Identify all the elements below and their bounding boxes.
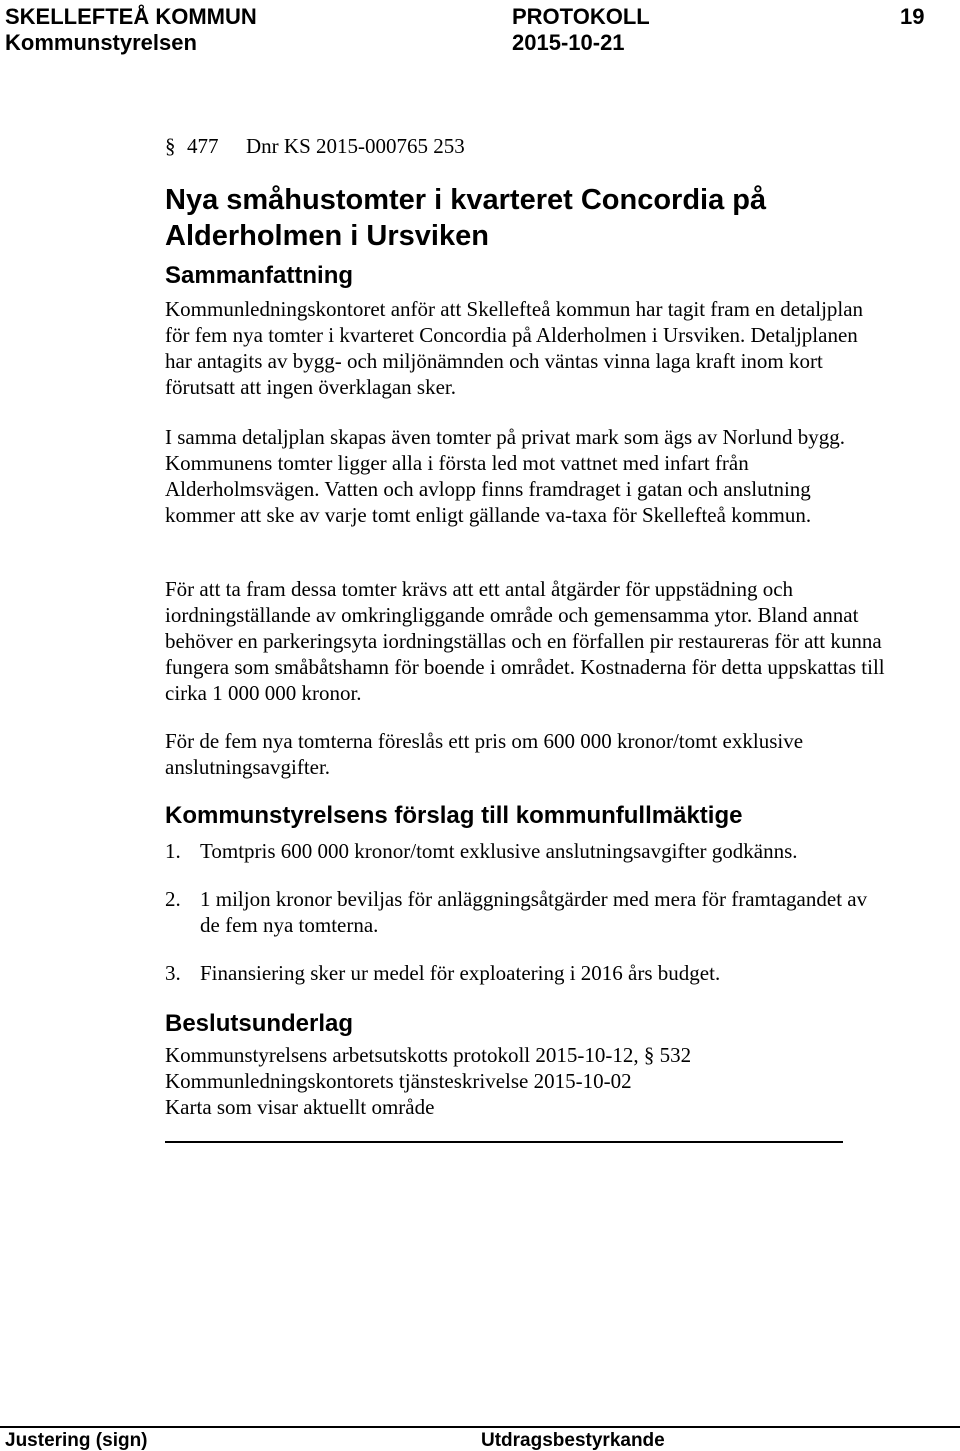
document-date: 2015-10-21 xyxy=(512,30,625,55)
proposal-list xyxy=(165,838,885,986)
basis-line: Kommunstyrelsens arbetsutskotts protokoll 2015-10-12, § 532 xyxy=(165,1043,692,1067)
proposal-item-number: 2. xyxy=(165,887,181,911)
summary-paragraph: För att ta fram dessa tomter krävs att ett antal åtgärder för uppstädning och iordningställande av omkringliggande område och gemensamma ytor. Bland annat behöver en parkeringsyta iordningställas och en förfallen pir restaureras för att kunna fungera som småbåtshamn för boende i området. Kostnaderna för detta uppskattas till cirka 1 000 000 kronor. xyxy=(165,577,885,705)
proposal-item-text: 1 miljon kronor beviljas för anläggningsåtgärder med mera för framtagandet av de fem nya tomterna. xyxy=(200,887,868,937)
section-divider xyxy=(165,1141,843,1143)
proposal-item-text: Finansiering sker ur medel för exploatering i 2016 års budget. xyxy=(200,961,721,985)
utdragsbestyrkande-label: Utdragsbestyrkande xyxy=(481,1430,665,1451)
basis-list xyxy=(165,1042,885,1120)
proposal-heading: Kommunstyrelsens förslag till kommunfullmäktige xyxy=(165,802,743,829)
page-number: 19 xyxy=(900,4,925,29)
document-type: PROTOKOLL xyxy=(512,4,650,29)
proposal-item xyxy=(165,886,885,938)
basis-line: Karta som visar aktuellt område xyxy=(165,1095,435,1119)
case-number: 477 xyxy=(187,134,219,158)
summary-heading: Sammanfattning xyxy=(165,262,354,289)
paragraph-symbol: § xyxy=(165,134,176,158)
summary-paragraph: Kommunledningskontoret anför att Skellefteå kommun har tagit fram en detaljplan för fem nya tomter i kvarteret Concordia på Alderholmen i Ursviken. Detaljplanen har antagits av bygg- och miljönämnden och väntas vinna laga kraft inom kort förutsatt att ingen överklagan sker. xyxy=(165,297,864,399)
proposal-item xyxy=(165,838,885,864)
proposal-item-number: 1. xyxy=(165,839,181,863)
case-dnr: Dnr KS 2015-000765 253 xyxy=(246,134,465,158)
footer-divider xyxy=(0,1426,960,1428)
organization-name: SKELLEFTEÅ KOMMUN xyxy=(5,4,257,29)
body-name: Kommunstyrelsen xyxy=(5,30,197,55)
justering-label: Justering (sign) xyxy=(5,1430,148,1451)
summary-paragraph: I samma detaljplan skapas även tomter på privat mark som ägs av Norlund bygg. Kommunens tomter ligger alla i första led mot vattnet med infart från Alderholmsvägen. Vatten och avlopp finns framdraget i gatan och anslutning kommer att ske av varje tomt enligt gällande va-taxa för Skellefteå kommun. xyxy=(165,425,845,527)
case-line xyxy=(165,132,465,160)
basis-line: Kommunledningskontorets tjänsteskrivelse 2015-10-02 xyxy=(165,1069,632,1093)
proposal-item-text: Tomtpris 600 000 kronor/tomt exklusive anslutningsavgifter godkänns. xyxy=(200,839,798,863)
proposal-item xyxy=(165,960,885,986)
case-title: Nya småhustomter i kvarteret Concordia på Alderholmen i Ursviken xyxy=(165,184,767,252)
proposal-item-number: 3. xyxy=(165,961,181,985)
summary-paragraph: För de fem nya tomterna föreslås ett pris om 600 000 kronor/tomt exklusive anslutningsavgifter. xyxy=(165,729,804,779)
basis-heading: Beslutsunderlag xyxy=(165,1010,354,1037)
